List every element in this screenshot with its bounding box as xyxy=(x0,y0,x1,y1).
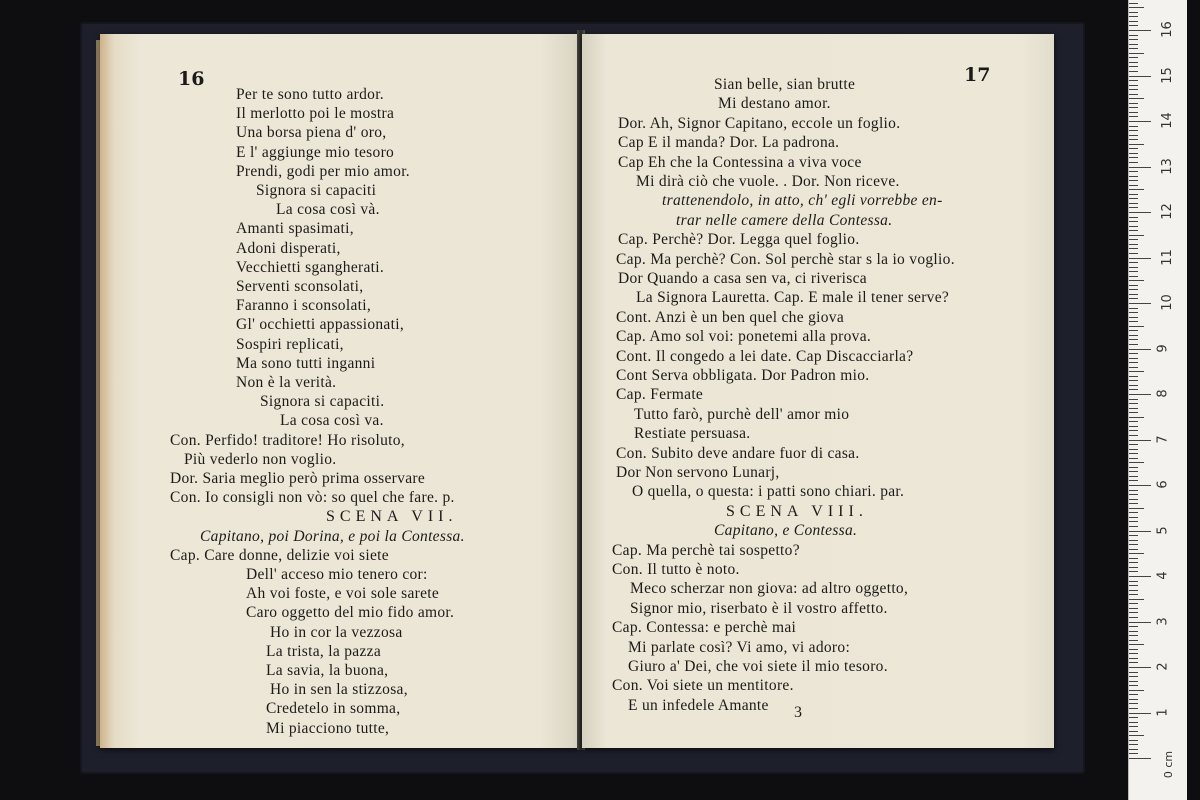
left-text-line: Con. Perfido! traditore! Ho risoluto, xyxy=(170,431,405,449)
right-text-line: trattenendolo, in atto, ch' egli vorrebbe en- xyxy=(662,192,943,210)
left-text-line: La savia, la buona, xyxy=(266,662,389,679)
left-text-line: Non è la verità. xyxy=(236,374,337,391)
ruler-tick xyxy=(1129,358,1138,359)
left-text-line: Ma sono tutti inganni xyxy=(236,354,376,372)
ruler-tick xyxy=(1129,444,1138,445)
ruler-tick xyxy=(1129,116,1138,117)
ruler-tick xyxy=(1129,258,1151,259)
left-text-line: Ho in sen la stizzosa, xyxy=(270,681,408,699)
ruler-tick xyxy=(1129,703,1138,704)
ruler-tick xyxy=(1129,453,1138,454)
ruler-unit-label: 0 cm xyxy=(1162,750,1176,779)
ruler-tick xyxy=(1129,417,1144,418)
ruler-number: 12 xyxy=(1159,203,1175,220)
ruler-tick xyxy=(1129,226,1138,227)
ruler-tick xyxy=(1129,412,1138,413)
ruler-tick xyxy=(1129,53,1144,54)
right-text-line: Mi dirà ciò che vuole. . Dor. Non riceve. xyxy=(636,173,900,190)
ruler-tick xyxy=(1129,98,1144,99)
right-text-line: Dor. Ah, Signor Capitano, eccole un foglio. xyxy=(618,114,901,132)
left-text-line: Con. Io consigli non vò: so quel che fare. p. xyxy=(170,489,455,507)
right-text-line: Mi destano amor. xyxy=(718,95,831,113)
ruler-tick xyxy=(1129,430,1138,431)
right-text-line: Signor mio, riserbato è il vostro affetto. xyxy=(630,599,888,617)
ruler-tick xyxy=(1129,148,1138,149)
ruler-tick xyxy=(1129,171,1138,172)
ruler-tick xyxy=(1129,367,1138,368)
left-text-line: Faranno i sconsolati, xyxy=(236,297,372,315)
ruler-tick xyxy=(1129,753,1138,754)
ruler-number: 14 xyxy=(1159,112,1175,129)
ruler-tick xyxy=(1129,590,1138,591)
ruler-tick xyxy=(1129,321,1138,322)
ruler-tick xyxy=(1129,185,1138,186)
signature-mark: 3 xyxy=(794,704,803,721)
right-text-line: Capitano, e Contessa. xyxy=(714,522,858,540)
ruler-tick xyxy=(1129,267,1138,268)
ruler-tick xyxy=(1129,176,1138,177)
ruler-tick xyxy=(1129,471,1138,472)
ruler-tick xyxy=(1129,3,1138,4)
right-page-number: 17 xyxy=(964,64,991,86)
right-text-line: Cap. Fermate xyxy=(616,386,704,404)
left-text-line: Ho in cor la vezzosa xyxy=(270,623,403,641)
ruler-number: 7 xyxy=(1155,434,1171,444)
ruler-tick xyxy=(1129,467,1138,468)
ruler-number: 10 xyxy=(1159,294,1175,311)
left-text-line: Caro oggetto del mio fido amor. xyxy=(246,604,455,622)
left-text-line: Capitano, poi Dorina, e poi la Contessa. xyxy=(200,527,465,545)
ruler-tick xyxy=(1129,349,1151,350)
ruler-tick xyxy=(1129,112,1138,113)
ruler-tick xyxy=(1129,672,1138,673)
ruler-number: 2 xyxy=(1155,662,1171,671)
right-text-line: Cap. Amo sol voi: ponetemi alla prova. xyxy=(616,328,872,346)
left-text-line: Cap. Care donne, delizie voi siete xyxy=(170,546,389,564)
ruler-tick xyxy=(1129,581,1138,582)
ruler-number: 1 xyxy=(1155,707,1171,717)
ruler-tick xyxy=(1129,312,1138,313)
ruler-tick xyxy=(1129,335,1138,336)
ruler-tick xyxy=(1129,758,1151,759)
ruler-number: 11 xyxy=(1159,248,1175,266)
ruler-tick xyxy=(1129,303,1151,304)
left-text-line: Vecchietti sgangherati. xyxy=(236,258,385,276)
ruler-tick xyxy=(1129,294,1138,295)
ruler-tick xyxy=(1129,25,1138,26)
ruler-tick xyxy=(1129,271,1138,272)
ruler-tick xyxy=(1129,440,1151,441)
ruler-tick xyxy=(1129,608,1138,609)
left-text-line: Serventi sconsolati, xyxy=(236,278,364,295)
right-text-line: Cap Eh che la Contessina a viva voce xyxy=(618,153,862,171)
ruler-tick xyxy=(1129,207,1138,208)
ruler-number: 4 xyxy=(1155,571,1171,580)
ruler-tick xyxy=(1129,622,1151,623)
ruler-tick xyxy=(1129,644,1144,645)
measurement-ruler xyxy=(1128,0,1187,800)
left-text-line: Signora si capaciti xyxy=(256,182,377,199)
right-text-line: Cap. Ma perchè tai sospetto? xyxy=(612,541,800,559)
right-text-line: Cap. Contessa: e perchè mai xyxy=(612,619,797,637)
ruler-tick xyxy=(1129,326,1144,327)
ruler-tick xyxy=(1129,562,1138,563)
ruler-tick xyxy=(1129,553,1144,554)
ruler-tick xyxy=(1129,248,1138,249)
ruler-tick xyxy=(1129,189,1144,190)
ruler-tick xyxy=(1129,658,1138,659)
ruler-tick xyxy=(1129,308,1138,309)
ruler-tick xyxy=(1129,180,1138,181)
ruler-tick xyxy=(1129,399,1138,400)
right-text-line: Dor Non servono Lunarj, xyxy=(616,464,780,481)
ruler-tick xyxy=(1129,167,1151,168)
ruler-tick xyxy=(1129,549,1138,550)
ruler-number: 16 xyxy=(1159,21,1175,38)
right-text-line: Restiate persuasa. xyxy=(634,425,751,443)
left-text-line: E l' aggiunge mio tesoro xyxy=(236,143,395,161)
ruler-tick xyxy=(1129,690,1144,691)
ruler-tick xyxy=(1129,635,1138,636)
left-text-line: Sospiri replicati, xyxy=(236,335,344,353)
ruler-tick xyxy=(1129,371,1144,372)
ruler-tick xyxy=(1129,57,1138,58)
ruler-tick xyxy=(1129,203,1138,204)
ruler-tick xyxy=(1129,722,1138,723)
ruler-tick xyxy=(1129,594,1138,595)
ruler-tick xyxy=(1129,121,1151,122)
ruler-tick xyxy=(1129,85,1138,86)
right-text-line: Con. Il tutto è noto. xyxy=(612,561,740,578)
ruler-tick xyxy=(1129,35,1138,36)
ruler-tick xyxy=(1129,717,1138,718)
ruler-tick xyxy=(1129,62,1138,63)
ruler-tick xyxy=(1129,212,1151,213)
left-page xyxy=(100,34,580,748)
left-text-line: Per te sono tutto ardor. xyxy=(236,86,384,103)
right-text-line: Giuro a' Dei, che voi siete il mio tesoro. xyxy=(628,658,888,675)
ruler-tick xyxy=(1129,262,1138,263)
ruler-tick xyxy=(1129,403,1138,404)
ruler-tick xyxy=(1129,317,1138,318)
right-text-line: Con. Voi siete un mentitore. xyxy=(612,677,794,695)
ruler-tick xyxy=(1129,449,1138,450)
ruler-tick xyxy=(1129,194,1138,195)
right-text-line: Cont. Il congedo a lei date. Cap Discacciarla? xyxy=(616,347,914,365)
right-text-line: Cap E il manda? Dor. La padrona. xyxy=(618,134,840,152)
ruler-tick xyxy=(1129,526,1138,527)
ruler-tick xyxy=(1129,512,1138,513)
ruler-tick xyxy=(1129,503,1138,504)
ruler-tick xyxy=(1129,144,1144,145)
ruler-tick xyxy=(1129,80,1138,81)
ruler-tick xyxy=(1129,662,1138,663)
ruler-tick xyxy=(1129,640,1138,641)
ruler-tick xyxy=(1129,726,1138,727)
ruler-tick xyxy=(1129,94,1138,95)
ruler-tick xyxy=(1129,71,1138,72)
ruler-tick xyxy=(1129,353,1138,354)
ruler-tick xyxy=(1129,253,1138,254)
ruler-tick xyxy=(1129,421,1138,422)
left-text-line: La cosa così và. xyxy=(276,201,380,219)
left-text-line: Dor. Saria meglio però prima osservare xyxy=(170,470,426,487)
ruler-tick xyxy=(1129,298,1138,299)
ruler-tick xyxy=(1129,408,1138,409)
right-text-line: E un infedele Amante xyxy=(628,696,769,714)
ruler-tick xyxy=(1129,44,1138,45)
ruler-tick xyxy=(1129,713,1151,714)
left-text-line: Amanti spasimati, xyxy=(236,220,354,238)
left-text-line: Prendi, godi per mio amor. xyxy=(236,162,410,180)
right-text-line: Cap. Ma perchè? Con. Sol perchè star s la io voglio. xyxy=(616,250,955,268)
ruler-number: 8 xyxy=(1155,389,1171,398)
right-text-line: O quella, o questa: i patti sono chiari. par. xyxy=(632,483,905,501)
ruler-number: 9 xyxy=(1155,343,1171,353)
ruler-tick xyxy=(1129,139,1138,140)
ruler-tick xyxy=(1129,244,1138,245)
ruler-tick xyxy=(1129,107,1138,108)
left-text-line: La trista, la pazza xyxy=(266,642,381,660)
ruler-tick xyxy=(1129,153,1138,154)
ruler-tick xyxy=(1129,458,1138,459)
left-text-line: La cosa così va. xyxy=(280,412,384,430)
ruler-tick xyxy=(1129,494,1138,495)
ruler-tick xyxy=(1129,603,1138,604)
ruler-tick xyxy=(1129,649,1138,650)
ruler-number: 5 xyxy=(1155,525,1171,535)
ruler-tick xyxy=(1129,531,1151,532)
right-text-line: Con. Subito deve andare fuor di casa. xyxy=(616,444,860,462)
ruler-tick xyxy=(1129,12,1138,13)
ruler-tick xyxy=(1129,198,1138,199)
ruler-tick xyxy=(1129,685,1138,686)
ruler-tick xyxy=(1129,735,1144,736)
ruler-tick xyxy=(1129,235,1144,236)
ruler-tick xyxy=(1129,740,1138,741)
left-text-line: Mi piacciono tutte, xyxy=(266,719,390,737)
ruler-tick xyxy=(1129,30,1151,31)
right-text-line: Meco scherzar non giova: ad altro oggetto, xyxy=(630,580,909,598)
ruler-tick xyxy=(1129,517,1138,518)
left-text-line: Adoni disperati, xyxy=(236,239,341,257)
ruler-tick xyxy=(1129,135,1138,136)
ruler-tick xyxy=(1129,7,1144,8)
ruler-tick xyxy=(1129,376,1138,377)
right-text-line: Cap. Perchè? Dor. Legga quel foglio. xyxy=(618,231,860,249)
ruler-tick xyxy=(1129,221,1138,222)
ruler-tick xyxy=(1129,435,1138,436)
ruler-tick xyxy=(1129,694,1138,695)
ruler-tick xyxy=(1129,667,1151,668)
ruler-tick xyxy=(1129,599,1144,600)
ruler-tick xyxy=(1129,499,1138,500)
ruler-tick xyxy=(1129,230,1138,231)
left-text-line: Il merlotto poi le mostra xyxy=(236,105,395,123)
left-text-line: SCENA VII. xyxy=(326,508,458,526)
ruler-tick xyxy=(1129,239,1138,240)
ruler-tick xyxy=(1129,289,1138,290)
ruler-tick xyxy=(1129,103,1138,104)
ruler-number: 15 xyxy=(1159,66,1175,84)
right-page xyxy=(582,34,1054,748)
ruler-tick xyxy=(1129,330,1138,331)
ruler-tick xyxy=(1129,653,1138,654)
ruler-tick xyxy=(1129,389,1138,390)
ruler-tick xyxy=(1129,521,1138,522)
ruler-tick xyxy=(1129,576,1151,577)
ruler-tick xyxy=(1129,344,1138,345)
ruler-tick xyxy=(1129,731,1138,732)
ruler-tick xyxy=(1129,558,1138,559)
ruler-tick xyxy=(1129,480,1138,481)
ruler-tick xyxy=(1129,66,1138,67)
ruler-tick xyxy=(1129,21,1138,22)
ruler-tick xyxy=(1129,162,1138,163)
ruler-tick xyxy=(1129,39,1138,40)
ruler-tick xyxy=(1129,535,1138,536)
left-text-line: Più vederlo non voglio. xyxy=(184,450,337,468)
ruler-tick xyxy=(1129,89,1138,90)
left-text-line: Gl' occhietti appassionati, xyxy=(236,316,405,334)
ruler-tick xyxy=(1129,394,1151,395)
ruler-tick xyxy=(1129,490,1138,491)
ruler-tick xyxy=(1129,744,1138,745)
ruler-tick xyxy=(1129,426,1138,427)
right-text-line: Sian belle, sian brutte xyxy=(714,76,856,93)
ruler-tick xyxy=(1129,540,1138,541)
left-text-line: Credetelo in somma, xyxy=(266,700,401,718)
right-text-line: trar nelle camere della Contessa. xyxy=(676,211,893,229)
ruler-tick xyxy=(1129,285,1138,286)
ruler-tick xyxy=(1129,48,1138,49)
right-text-line: Dor Quando a casa sen va, ci riverisca xyxy=(618,270,867,287)
ruler-tick xyxy=(1129,339,1138,340)
left-text-line: Una borsa piena d' oro, xyxy=(236,124,387,142)
ruler-tick xyxy=(1129,749,1138,750)
ruler-tick xyxy=(1129,708,1138,709)
ruler-tick xyxy=(1129,76,1151,77)
ruler-tick xyxy=(1129,631,1138,632)
ruler-tick xyxy=(1129,276,1138,277)
ruler-tick xyxy=(1129,217,1138,218)
right-text-line: Tutto farò, purchè dell' amor mio xyxy=(634,405,850,423)
ruler-tick xyxy=(1129,476,1138,477)
ruler-tick xyxy=(1129,544,1138,545)
ruler-number: 3 xyxy=(1155,616,1171,626)
ruler-tick xyxy=(1129,612,1138,613)
ruler-tick xyxy=(1129,617,1138,618)
right-text-line: Cont. Anzi è un ben quel che giova xyxy=(616,308,845,326)
ruler-tick xyxy=(1129,571,1138,572)
ruler-tick xyxy=(1129,626,1138,627)
ruler-tick xyxy=(1129,699,1138,700)
left-page-number: 16 xyxy=(178,68,205,90)
ruler-tick xyxy=(1129,385,1138,386)
ruler-tick xyxy=(1129,585,1138,586)
ruler-tick xyxy=(1129,280,1144,281)
right-text-line: Mi parlate così? Vi amo, vi adoro: xyxy=(628,638,851,656)
ruler-tick xyxy=(1129,681,1138,682)
ruler-tick xyxy=(1129,380,1138,381)
right-text-line: La Signora Lauretta. Cap. E male il tener serve? xyxy=(636,289,950,307)
ruler-tick xyxy=(1129,157,1138,158)
ruler-tick xyxy=(1129,16,1138,17)
ruler-tick xyxy=(1129,462,1144,463)
left-text-line: Dell' acceso mio tenero cor: xyxy=(246,566,428,583)
ruler-tick xyxy=(1129,567,1138,568)
ruler-tick xyxy=(1129,676,1138,677)
ruler-tick xyxy=(1129,485,1151,486)
right-text-line: Cont Serva obbligata. Dor Padron mio. xyxy=(616,367,870,384)
left-text-line: Ah voi foste, e voi sole sarete xyxy=(246,585,440,603)
ruler-tick xyxy=(1129,362,1138,363)
ruler-tick xyxy=(1129,126,1138,127)
right-text-line: SCENA VIII. xyxy=(726,502,868,520)
left-text-line: Signora si capaciti. xyxy=(260,393,385,411)
ruler-number: 6 xyxy=(1155,480,1171,489)
ruler-number: 13 xyxy=(1159,157,1175,175)
ruler-tick xyxy=(1129,508,1144,509)
ruler-tick xyxy=(1129,130,1138,131)
